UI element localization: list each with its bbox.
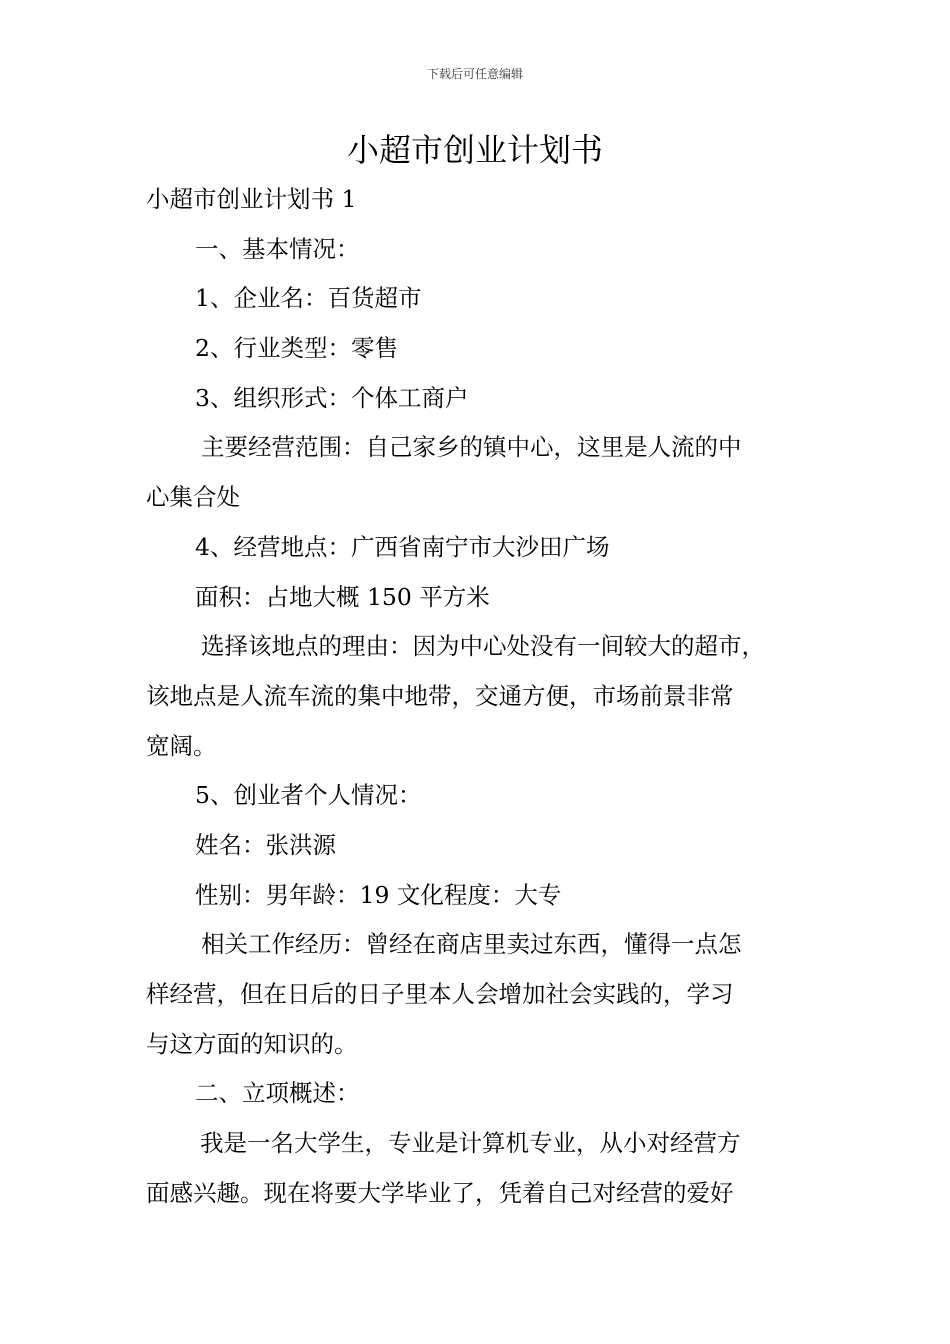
paragraph-line: 1、企业名：百货超市 — [195, 284, 422, 313]
paragraph-line: 样经营，但在日后的日子里本人会增加社会实践的，学习 — [146, 980, 734, 1008]
paragraph-line: 性别：男年龄：19 文化程度：大专 — [195, 880, 562, 909]
paragraph-line: 相关工作经历：曾经在商店里卖过东西，懂得一点怎 — [201, 930, 742, 959]
paragraph-line: 一、基本情况： — [195, 234, 360, 263]
paragraph-line: 选择该地点的理由：因为中心处没有一间较大的超市， — [201, 632, 765, 661]
paragraph-line: 姓名：张洪源 — [195, 830, 336, 859]
document-body — [146, 175, 808, 1218]
section-heading: 小超市创业计划书 1 — [146, 185, 357, 213]
paragraph-line: 心集合处 — [146, 483, 240, 512]
paragraph-line: 面感兴趣。现在将要大学毕业了，凭着自己对经营的爱好 — [146, 1178, 734, 1207]
paragraph-line: 主要经营范围：自己家乡的镇中心，这里是人流的中 — [201, 433, 742, 462]
paragraph-line: 4、经营地点：广西省南宁市大沙田广场 — [195, 532, 610, 561]
paragraph-line: 2、行业类型：零售 — [195, 334, 398, 363]
paragraph-line: 我是一名大学生，专业是计算机专业，从小对经营方 — [200, 1129, 741, 1158]
paragraph-line: 二、立项概述： — [195, 1079, 360, 1108]
paragraph-line: 该地点是人流车流的集中地带，交通方便，市场前景非常 — [146, 681, 734, 710]
document-title: 小超市创业计划书 — [346, 131, 603, 169]
paragraph-line: 3、组织形式：个体工商户 — [195, 383, 469, 412]
paragraph-line: 面积：占地大概 150 平方米 — [195, 582, 490, 611]
paragraph-line: 宽阔。 — [146, 731, 217, 760]
paragraph-line: 与这方面的知识的。 — [146, 1029, 358, 1058]
paragraph-line: 5、创业者个人情况： — [195, 781, 422, 810]
header-note: 下载后可任意编辑 — [426, 67, 523, 81]
